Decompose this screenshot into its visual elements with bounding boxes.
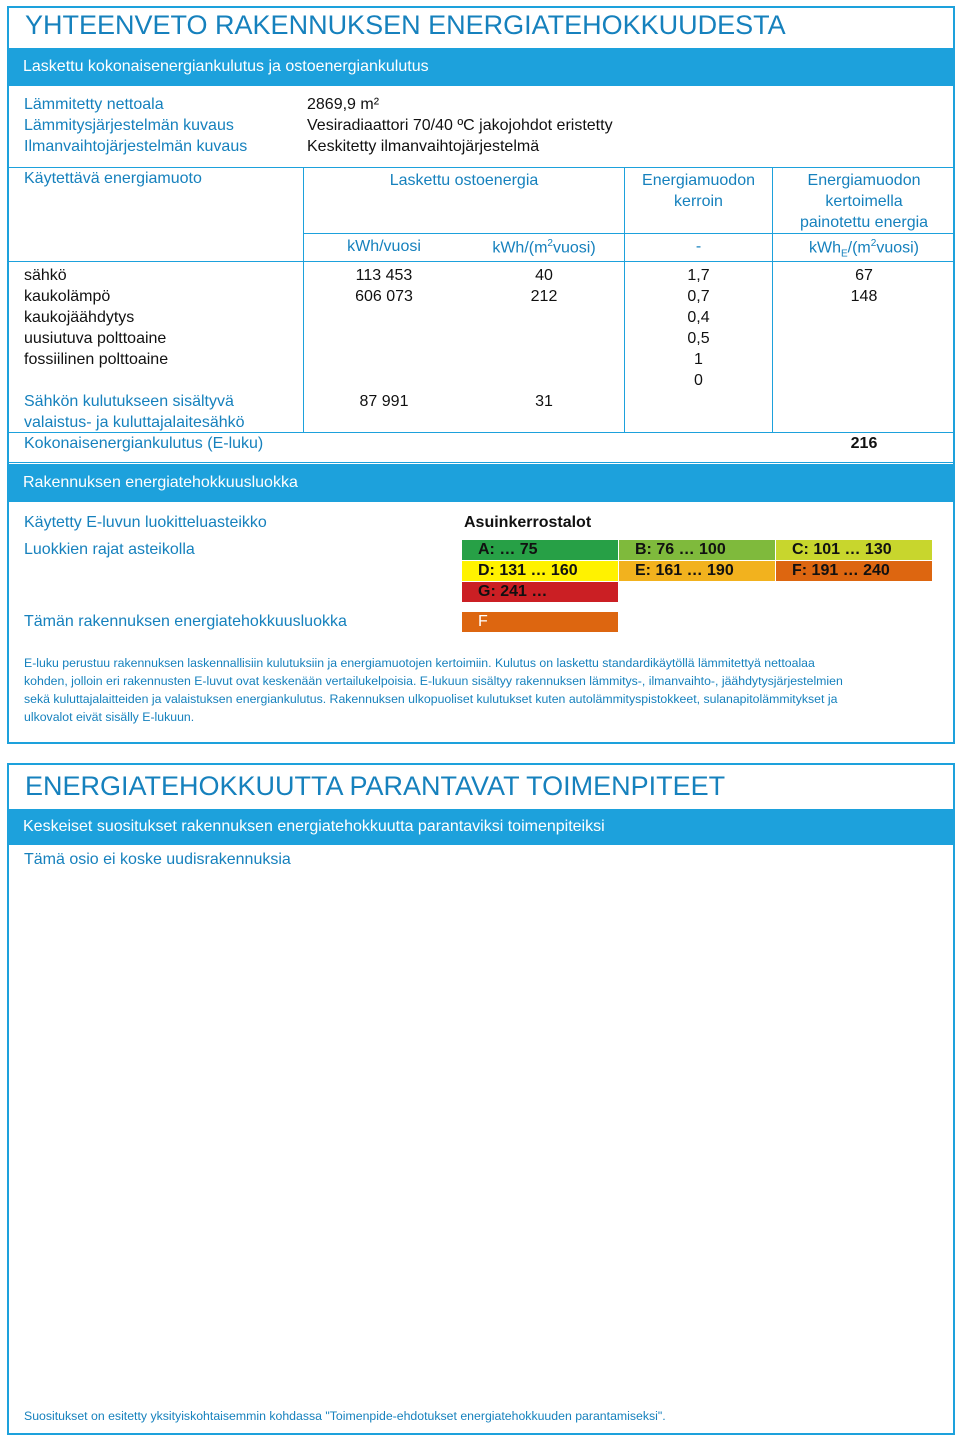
note-line: kohden, jolloin eri rakennusten E-luvut ovat keskenään vertailukelpoisia. E-lukuun sisältyy rakennuksen lämmitys-, ilmanvaihto-, jäähdytysjärjestelmien: [24, 674, 843, 688]
row-name: kaukolämpö: [24, 288, 111, 305]
row-factor: 0,5: [687, 330, 710, 347]
class-c: C: 101 … 130: [776, 540, 932, 560]
ventilation-value: Keskitetty ilmanvaihtojärjestelmä: [307, 138, 540, 155]
calc-band-label: Laskettu kokonaisenergiankulutus ja ostoenergiankulutus: [23, 58, 429, 75]
unit-kwh-m2-a: kWh/(m: [492, 239, 548, 257]
improvements-footer: Suositukset on esitetty yksityiskohtaisemmin kohdassa "Toimenpide-ehdotukset energiatehokkuuden parantamiseksi".: [24, 1409, 666, 1423]
col-weighted-header: [773, 170, 955, 233]
col-factor-line2: kerroin: [674, 193, 723, 210]
divider: [9, 167, 953, 168]
col-weighted-line2: kertoimella: [825, 193, 903, 210]
class-f: F: 191 … 240: [776, 561, 932, 581]
improvements-title: ENERGIATEHOKKUUTTA PARANTAVAT TOIMENPITEET: [25, 771, 726, 801]
summary-title: YHTEENVETO RAKENNUKSEN ENERGIATEHOKKUUDESTA: [25, 10, 786, 40]
limits-label: Luokkien rajat asteikolla: [24, 541, 195, 558]
class-b: B: 76 … 100: [619, 540, 775, 560]
col-weighted-line1: Energiamuodon: [807, 172, 921, 189]
note-line: sekä kuluttajalaitteiden ja valaistuksen energiankulutus. Rakennuksen ulkopuoliset kulutukset kuten autolämmityspistokkeet, sulanapitolämmitykset ja: [24, 692, 838, 706]
row-name: uusiutuva polttoaine: [24, 330, 167, 347]
row-factor: 0: [694, 372, 703, 389]
ventilation-label: Ilmanvaihtojärjestelmän kuvaus: [24, 138, 248, 155]
unit-kwh-m2-sup: 2: [547, 238, 553, 249]
unit-kwh-m2: [464, 238, 624, 257]
row-factor: 1: [694, 351, 703, 368]
lighting-kwh-m2: 31: [535, 393, 553, 410]
improvements-band-label: Keskeiset suositukset rakennuksen energiatehokkuutta parantaviksi toimenpiteiksi: [23, 818, 605, 835]
row-factor: 1,7: [687, 267, 710, 284]
lighting-label-2: valaistus- ja kuluttajalaitesähkö: [24, 414, 245, 431]
divider: [303, 233, 953, 234]
divider: [9, 261, 953, 262]
total-value: 216: [850, 435, 878, 452]
net-area-value: 2869,9 m²: [307, 96, 380, 113]
summary-section: [7, 6, 955, 744]
class-g: G: 241 …: [462, 582, 618, 602]
row-weighted: 148: [850, 288, 878, 305]
unit-weighted-b: /(m: [847, 239, 871, 257]
scale-label: Käytetty E-luvun luokitteluasteikko: [24, 514, 267, 531]
divider: [9, 462, 953, 463]
unit-kwh: kWh/vuosi: [347, 238, 421, 255]
col-purchased-label: Laskettu ostoenergia: [389, 172, 539, 189]
divider: [9, 432, 953, 433]
unit-weighted-sub: E: [840, 248, 848, 260]
row-factor: 0,7: [687, 288, 710, 305]
unit-weighted-sup: 2: [870, 238, 877, 249]
building-class-label: Tämän rakennuksen energiatehokkuusluokka: [24, 613, 347, 630]
row-factor: 0,4: [687, 309, 710, 326]
row-kwh: 113 453: [355, 267, 413, 284]
class-a: A: … 75: [462, 540, 618, 560]
unit-factor: -: [695, 238, 702, 255]
class-d: D: 131 … 160: [462, 561, 618, 581]
class-band-label: Rakennuksen energiatehokkuusluokka: [23, 474, 298, 491]
class-band: [9, 464, 953, 502]
row-kwh-m2: 212: [530, 288, 558, 305]
row-name: fossiilinen polttoaine: [24, 351, 169, 368]
row-kwh-m2: 40: [535, 267, 553, 284]
heating-value: Vesiradiaattori 70/40 ºC jakojohdot eristetty: [307, 117, 613, 134]
unit-weighted: [773, 238, 955, 260]
total-label: Kokonaisenergiankulutus (E-luku): [24, 435, 264, 452]
note-line: ulkovalot eivät sisälly E-lukuun.: [24, 710, 195, 724]
note-line: E-luku perustuu rakennuksen laskennallisiin kulutuksiin ja energiamuotojen kertoimiin. Kulutus on laskettu standardikäytöllä lämmitettyä nettoalaa: [24, 656, 815, 670]
building-class-badge: F: [462, 612, 618, 632]
col-purchased-header: [304, 170, 624, 191]
col-factor-header: [625, 170, 772, 212]
lighting-kwh: 87 991: [359, 393, 409, 410]
improvements-band: [9, 809, 953, 845]
col-energy-source-header: Käytettävä energiamuoto: [24, 170, 202, 187]
row-name: sähkö: [24, 267, 67, 284]
col-factor-line1: Energiamuodon: [642, 172, 755, 189]
row-kwh: 606 073: [355, 288, 413, 305]
improvements-text: Tämä osio ei koske uudisrakennuksia: [24, 851, 291, 868]
net-area-label: Lämmitetty nettoala: [24, 96, 164, 113]
lighting-label-1: Sähkön kulutukseen sisältyvä: [24, 393, 234, 410]
improvements-section: [7, 763, 955, 1435]
scale-value: Asuinkerrostalot: [464, 514, 592, 531]
col-weighted-line3: painotettu energia: [799, 214, 929, 231]
calc-band: [9, 48, 953, 86]
class-e: E: 161 … 190: [619, 561, 775, 581]
unit-kwh-m2-b: vuosi): [552, 239, 596, 257]
unit-weighted-a: kWh: [808, 239, 841, 257]
row-name: kaukojäähdytys: [24, 309, 135, 326]
heating-label: Lämmitysjärjestelmän kuvaus: [24, 117, 234, 134]
row-weighted: 67: [855, 267, 873, 284]
unit-weighted-c: vuosi): [876, 239, 920, 257]
